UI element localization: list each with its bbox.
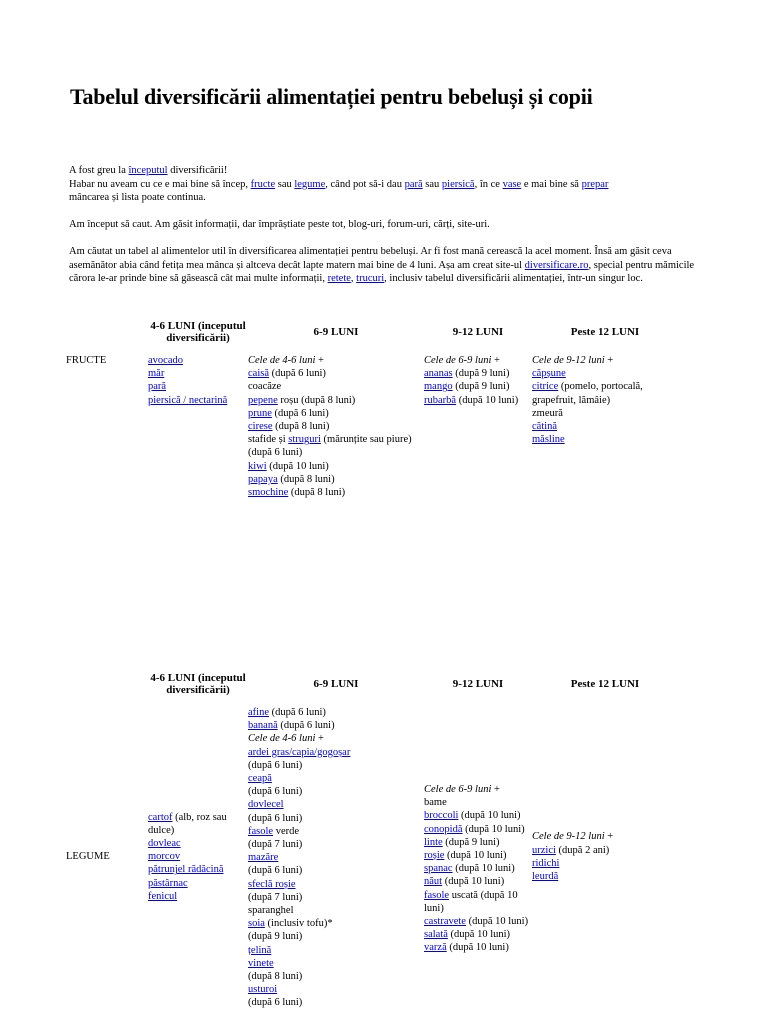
food-link[interactable]: începutul	[128, 165, 168, 176]
list-item	[248, 878, 424, 891]
list-item	[424, 823, 532, 836]
list-item	[148, 890, 248, 903]
food-link[interactable]: ananas	[424, 368, 453, 380]
text-span: (pomelo, portocală, grapefruit, lămâie)	[532, 381, 643, 406]
food-link[interactable]: ceapă	[248, 773, 272, 785]
text-span: (după 7 luni)	[248, 891, 303, 903]
list-item	[532, 844, 678, 857]
food-link[interactable]: fasole	[248, 825, 274, 837]
text-span: (după 10 luni)	[442, 876, 505, 888]
text-span: (după 6 luni)	[271, 407, 329, 419]
intro-line	[69, 178, 709, 192]
text-span: (după 6 luni)	[269, 707, 326, 718]
vegetables-table	[66, 664, 678, 1010]
text-span: (după 6 luni)	[248, 759, 303, 771]
text-span: +	[315, 733, 324, 745]
text-span: ,	[350, 273, 357, 284]
intro-paragraph-3	[69, 245, 709, 286]
food-link[interactable]: banană	[248, 720, 278, 732]
text-span: zmeură	[532, 407, 563, 419]
text-span: sparanghel	[248, 905, 294, 917]
food-link[interactable]: linte	[424, 836, 443, 848]
list-item	[248, 394, 424, 407]
food-link[interactable]: mango	[424, 381, 453, 393]
food-link[interactable]: trucuri	[356, 273, 385, 284]
text-span: roșu (după 8 luni)	[277, 394, 356, 406]
text-span: (după 6 luni)	[277, 720, 335, 732]
list-item	[248, 812, 424, 825]
list-item	[148, 837, 248, 850]
text-span: (după 10 luni)	[446, 942, 509, 954]
table-header-row	[66, 664, 678, 704]
food-link[interactable]: sfeclă roșie	[248, 878, 296, 890]
text-span: , când pot să-i dau	[325, 178, 405, 190]
table-row	[66, 352, 678, 499]
text-span: e mai bine să	[521, 178, 582, 190]
list-item	[248, 719, 424, 732]
text-span: diversificării!	[167, 165, 228, 176]
text-span: A fost greu la	[69, 165, 129, 176]
fruits-table	[66, 312, 678, 499]
list-item	[248, 957, 424, 970]
text-span: (după 7 luni)	[248, 839, 303, 851]
header-peste-12-luni: Peste 12 LUNI	[570, 325, 640, 338]
food-link[interactable]: prepar	[581, 178, 609, 190]
list-item	[424, 928, 532, 941]
text-span: verde	[273, 825, 300, 837]
text-span: (după 10 luni)	[266, 460, 329, 472]
text-span: , inclusiv tabelul diversificării alimentației, într-un singur loc.	[384, 273, 643, 284]
list-item	[532, 857, 678, 870]
text-span: (după 8 luni)	[288, 487, 346, 499]
cell-peste-12-luni	[532, 704, 678, 1010]
text-span: (după 10 luni)	[462, 823, 525, 835]
list-item	[248, 746, 424, 759]
list-item	[248, 996, 424, 1009]
text-span: (după 6 luni)	[248, 786, 303, 798]
food-link[interactable]: prune	[248, 407, 272, 419]
list-item	[248, 460, 424, 473]
list-item	[248, 380, 424, 393]
list-item	[424, 889, 532, 915]
text-span: Cele de 6-9 luni	[424, 784, 492, 796]
text-span: (după 10 luni)	[458, 810, 521, 822]
list-item	[424, 862, 532, 875]
list-item	[248, 420, 424, 433]
list-item	[532, 830, 678, 843]
table-row	[66, 704, 678, 1010]
category-label: FRUCTE	[66, 355, 107, 366]
list-item	[248, 486, 424, 499]
text-span: bame	[424, 797, 447, 809]
text-span: , special pentru mămicile cărora le-ar prinde bine să găsească cât mai multe informații,	[69, 259, 695, 284]
text-span: , în ce	[474, 178, 503, 190]
text-span: Am început să caut. Am găsit informații, dar împrăștiate peste tot, blog-uri, forum-uri, cărți, site-uri.	[69, 219, 490, 230]
food-link[interactable]: soia	[248, 918, 265, 930]
list-item	[148, 394, 248, 407]
header-6-9-luni: 6-9 LUNI	[313, 325, 359, 338]
food-link[interactable]: roșie	[424, 850, 445, 862]
text-span: (după 10 luni)	[465, 916, 529, 928]
text-span: (după 6 luni)	[248, 812, 303, 824]
text-span: (după 6 luni)	[248, 865, 303, 877]
list-item	[248, 732, 424, 745]
food-link[interactable]: ridichi	[532, 857, 560, 869]
food-link[interactable]: vinete	[248, 957, 274, 969]
text-span: sau	[275, 178, 295, 190]
food-link[interactable]: conopidă	[424, 823, 463, 835]
food-link[interactable]: mazăre	[248, 852, 279, 864]
food-link[interactable]: fenicul	[148, 890, 178, 902]
text-span: +	[604, 355, 614, 366]
list-item	[148, 811, 248, 837]
list-item	[424, 367, 532, 380]
food-link[interactable]: cartof	[148, 811, 173, 823]
food-link[interactable]: avocado	[148, 355, 183, 366]
list-item	[248, 407, 424, 420]
list-item	[248, 759, 424, 772]
food-link[interactable]: fructe	[250, 178, 276, 190]
list-item	[424, 941, 532, 954]
list-item	[424, 354, 532, 367]
list-item	[424, 783, 532, 796]
food-link[interactable]: piersică / nectarină	[148, 394, 228, 406]
list-item	[532, 407, 678, 420]
list-item	[532, 367, 678, 380]
header-4-6-luni: 4-6 LUNI (inceputul diversificării)	[150, 319, 246, 344]
list-item	[424, 380, 532, 393]
cell-6-9-luni	[248, 352, 424, 499]
cell-4-6-luni	[148, 704, 248, 1010]
list-item	[424, 915, 532, 928]
list-item	[248, 706, 424, 719]
list-item	[424, 809, 532, 822]
text-span: (după 8 luni)	[277, 473, 335, 485]
text-span: coacăze	[248, 381, 282, 393]
list-item	[424, 394, 532, 407]
food-link[interactable]: citrice	[532, 381, 559, 393]
list-item	[248, 772, 424, 785]
list-item	[148, 380, 248, 393]
list-item	[248, 970, 424, 983]
food-link[interactable]: urzici	[532, 844, 556, 856]
text-span: +	[491, 355, 500, 366]
cell-4-6-luni	[148, 352, 248, 499]
food-link[interactable]: castravete	[424, 916, 466, 928]
text-span: Cele de 4-6 luni	[248, 733, 316, 745]
text-span: stafide și	[248, 434, 289, 446]
text-span: (inclusiv tofu)*	[264, 918, 333, 930]
food-link[interactable]: morcov	[148, 851, 181, 863]
food-link[interactable]: vase	[502, 178, 522, 190]
text-span: (alb, roz sau dulce)	[148, 811, 227, 836]
list-item	[248, 798, 424, 811]
food-link[interactable]: caisă	[248, 368, 269, 380]
food-link[interactable]: dovlecel	[248, 799, 284, 811]
list-item	[248, 930, 424, 943]
text-span: Cele de 9-12 luni	[532, 831, 605, 843]
list-item	[532, 870, 678, 883]
text-span: Cele de 6-9 luni	[424, 355, 492, 366]
cell-9-12-luni	[424, 352, 532, 499]
food-link[interactable]: broccoli	[424, 810, 459, 822]
list-item	[424, 849, 532, 862]
text-span: (după 9 luni)	[452, 368, 510, 380]
cell-6-9-luni	[248, 704, 424, 1010]
food-link[interactable]: smochine	[248, 487, 289, 499]
text-span: mâncarea și lista poate continua.	[69, 192, 206, 203]
text-span: (după 10 luni)	[444, 850, 507, 862]
list-item	[248, 785, 424, 798]
food-link[interactable]: salată	[424, 929, 448, 941]
header-9-12-luni: 9-12 LUNI	[452, 325, 504, 338]
text-span: (după 10 luni)	[447, 929, 511, 941]
food-link[interactable]: dovleac	[148, 838, 181, 850]
text-span: +	[491, 784, 500, 796]
food-link[interactable]: pătrunjel rădăcină	[148, 864, 224, 876]
list-item	[248, 825, 424, 838]
list-item	[424, 836, 532, 849]
food-link[interactable]: pepene	[248, 394, 278, 406]
list-item	[532, 354, 678, 367]
list-item	[248, 891, 424, 904]
list-item	[424, 875, 532, 888]
food-link[interactable]: cirese	[248, 421, 273, 433]
list-item	[248, 983, 424, 996]
text-span: Habar nu aveam cu ce e mai bine să încep,	[69, 178, 251, 190]
list-item	[148, 863, 248, 876]
header-peste-12-luni: Peste 12 LUNI	[570, 677, 640, 690]
page-title: Tabelul diversificării alimentației pentru bebeluși și copii	[70, 84, 593, 109]
intro-line	[69, 164, 709, 178]
text-span: (după 10 luni)	[452, 863, 515, 875]
text-span: (după 6 luni)	[248, 997, 303, 1009]
list-item	[248, 904, 424, 917]
food-link[interactable]: măsline	[532, 434, 565, 446]
food-link[interactable]: spanac	[424, 863, 453, 875]
text-span: (după 9 luni)	[442, 836, 500, 848]
food-link[interactable]: pară	[404, 178, 423, 190]
text-span: sau	[422, 178, 442, 190]
list-item	[148, 367, 248, 380]
food-link[interactable]: leurdă	[532, 871, 559, 883]
list-item	[148, 354, 248, 367]
text-span: (după 2 ani)	[555, 844, 610, 856]
food-link[interactable]: căpșune	[532, 368, 566, 380]
intro-paragraph-1	[69, 164, 709, 205]
text-span: (mărunțite sau piure) (după 6 luni)	[248, 434, 412, 459]
food-link[interactable]: varză	[424, 942, 447, 954]
food-link[interactable]: diversificare.ro	[524, 259, 589, 271]
list-item	[424, 796, 532, 809]
text-span: uscată (după 10 luni)	[424, 889, 518, 914]
list-item	[248, 864, 424, 877]
food-link[interactable]: cătină	[532, 421, 558, 433]
table-header-row	[66, 312, 678, 352]
list-item	[248, 838, 424, 851]
food-link[interactable]: papaya	[248, 473, 278, 485]
list-item	[532, 433, 678, 446]
food-link[interactable]: retete	[327, 273, 351, 284]
intro-paragraph-2	[69, 218, 709, 232]
header-9-12-luni: 9-12 LUNI	[452, 677, 504, 690]
text-span: (după 9 luni)	[248, 931, 303, 943]
list-item	[148, 850, 248, 863]
text-span: Cele de 4-6 luni	[248, 355, 316, 366]
food-link[interactable]: rubarbă	[424, 394, 457, 406]
text-span: Am căutat un tabel al alimentelor util în diversificarea alimentației pentru bebeluși. Ar fi fost mană cerească la acel moment. Însă am găsit ceva asemănător abia când fetița mea mânca și altceva decât lapte matern mai bine de 4 luni. Așa am creat site-ul	[69, 246, 672, 271]
food-link[interactable]: afine	[248, 707, 269, 718]
list-item	[248, 367, 424, 380]
text-span: Cele de 9-12 luni	[532, 355, 605, 366]
list-item	[248, 917, 424, 930]
list-item	[532, 380, 678, 406]
header-4-6-luni: 4-6 LUNI (inceputul diversificării)	[150, 671, 246, 696]
food-link[interactable]: struguri	[288, 434, 321, 446]
list-item	[248, 433, 424, 459]
food-link[interactable]: pară	[148, 381, 167, 393]
text-span: (după 8 luni)	[272, 421, 330, 433]
food-link[interactable]: usturoi	[248, 984, 278, 996]
list-item	[532, 420, 678, 433]
food-link[interactable]: piersică	[441, 178, 475, 190]
text-span: (după 6 luni)	[269, 368, 326, 380]
food-link[interactable]: păstârnac	[148, 877, 188, 889]
food-link[interactable]: năut	[424, 876, 443, 888]
food-link[interactable]: țelină	[248, 944, 272, 956]
cell-9-12-luni	[424, 704, 532, 1010]
text-span: (după 8 luni)	[248, 971, 303, 983]
list-item	[248, 354, 424, 367]
food-link[interactable]: legume	[294, 178, 326, 190]
text-span: (după 9 luni)	[452, 381, 510, 393]
list-item	[248, 944, 424, 957]
food-link[interactable]: fasole	[424, 889, 450, 901]
category-label: LEGUME	[66, 851, 110, 863]
cell-peste-12-luni	[532, 352, 678, 499]
text-span: +	[315, 355, 324, 366]
header-6-9-luni: 6-9 LUNI	[313, 677, 359, 690]
food-link[interactable]: ardei gras/capia/gogoșar	[248, 746, 351, 758]
text-span: +	[604, 831, 614, 843]
food-link[interactable]: kiwi	[248, 460, 267, 472]
list-item	[148, 877, 248, 890]
intro-line	[69, 191, 709, 205]
food-link[interactable]: măr	[148, 368, 165, 380]
list-item	[248, 851, 424, 864]
list-item	[248, 473, 424, 486]
text-span: (după 10 luni)	[456, 394, 519, 406]
